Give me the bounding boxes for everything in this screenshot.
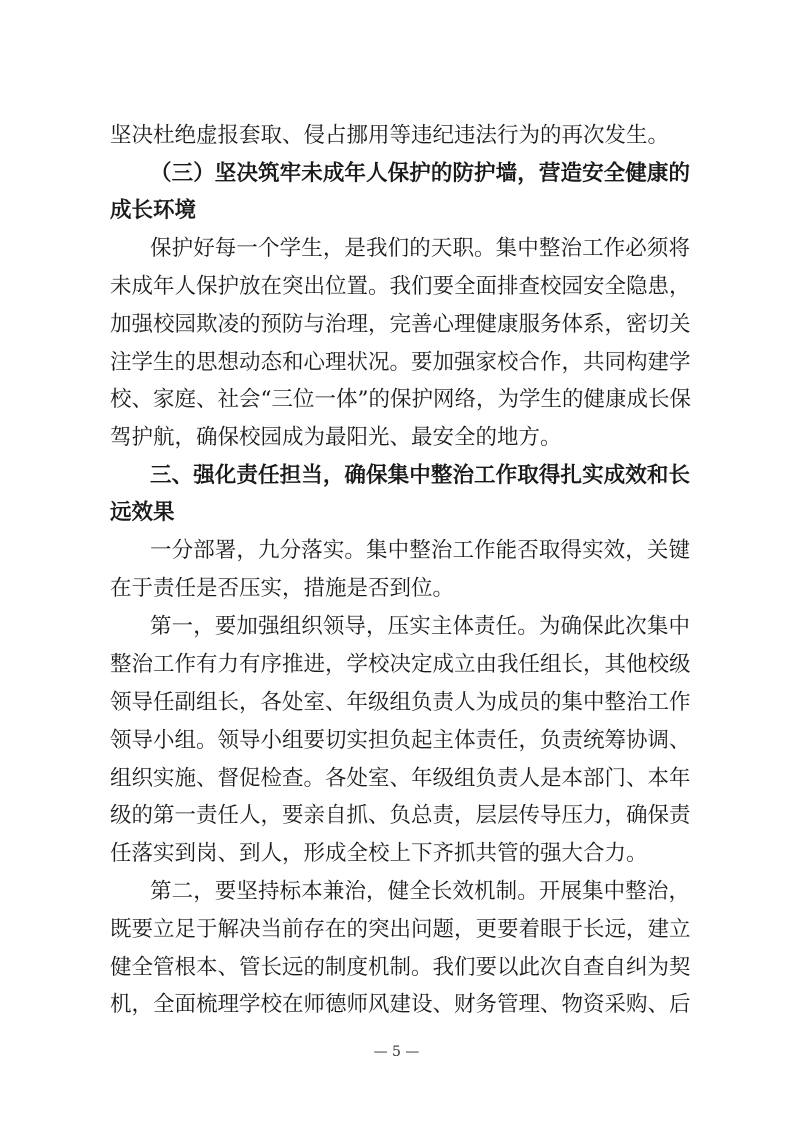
body-line: 健全管根本、管长远的制度机制。我们要以此次自查自纠为契 xyxy=(110,955,691,980)
body-line: 注学生的思想动态和心理状况。要加强家校合作，共同构建学 xyxy=(110,350,691,375)
body-line: 第二，要坚持标本兼治，健全长效机制。开展集中整治， xyxy=(150,879,690,904)
body-line: 领导任副组长，各处室、年级组负责人为成员的集中整治工作 xyxy=(110,690,691,715)
body-line: 第一，要加强组织领导，压实主体责任。为确保此次集中 xyxy=(150,614,690,639)
page-number: — 5 — xyxy=(373,1044,420,1060)
body-line: 未成年人保护放在突出位置。我们要全面排查校园安全隐患， xyxy=(110,274,691,299)
body-line: 领导小组。领导小组要切实担负起主体责任，负责统筹协调、 xyxy=(110,728,691,753)
body-line: 组织实施、督促检查。各处室、年级组负责人是本部门、本年 xyxy=(110,766,691,791)
body-line: 任落实到岗、到人，形成全校上下齐抓共管的强大合力。 xyxy=(110,841,648,866)
body-line: 坚决杜绝虚报套取、侵占挪用等违纪违法行为的再次发生。 xyxy=(110,123,670,148)
body-line: 驾护航，确保校园成为最阳光、最安全的地方。 xyxy=(110,425,562,450)
body-line: 加强校园欺凌的预防与治理，完善心理健康服务体系，密切关 xyxy=(110,312,691,337)
body-line: 整治工作有力有序推进，学校决定成立由我任组长，其他校级 xyxy=(110,652,691,677)
body-line: 保护好每一个学生，是我们的天职。集中整治工作必须将 xyxy=(150,236,690,261)
body-line: 级的第一责任人，要亲自抓、负总责，层层传导压力，确保责 xyxy=(110,803,691,828)
body-line: 既要立足于解决当前存在的突出问题，更要着眼于长远，建立 xyxy=(110,917,691,942)
subheading-line: 成长环境 xyxy=(110,198,197,223)
body-line: 机，全面梳理学校在师德师风建设、财务管理、物资采购、后 xyxy=(110,992,691,1017)
subheading-line: （三）坚决筑牢未成年人保护的防护墙，营造安全健康的 xyxy=(150,161,690,186)
body-line: 一分部署，九分落实。集中整治工作能否取得实效，关键 xyxy=(150,538,690,563)
section-heading-line: 远效果 xyxy=(110,500,175,525)
section-heading-line: 三、强化责任担当，确保集中整治工作取得扎实成效和长 xyxy=(150,463,690,488)
body-line: 在于责任是否压实，措施是否到位。 xyxy=(110,576,455,601)
body-line: 校、家庭、社会“三位一体”的保护网络，为学生的健康成长保 xyxy=(110,387,691,412)
